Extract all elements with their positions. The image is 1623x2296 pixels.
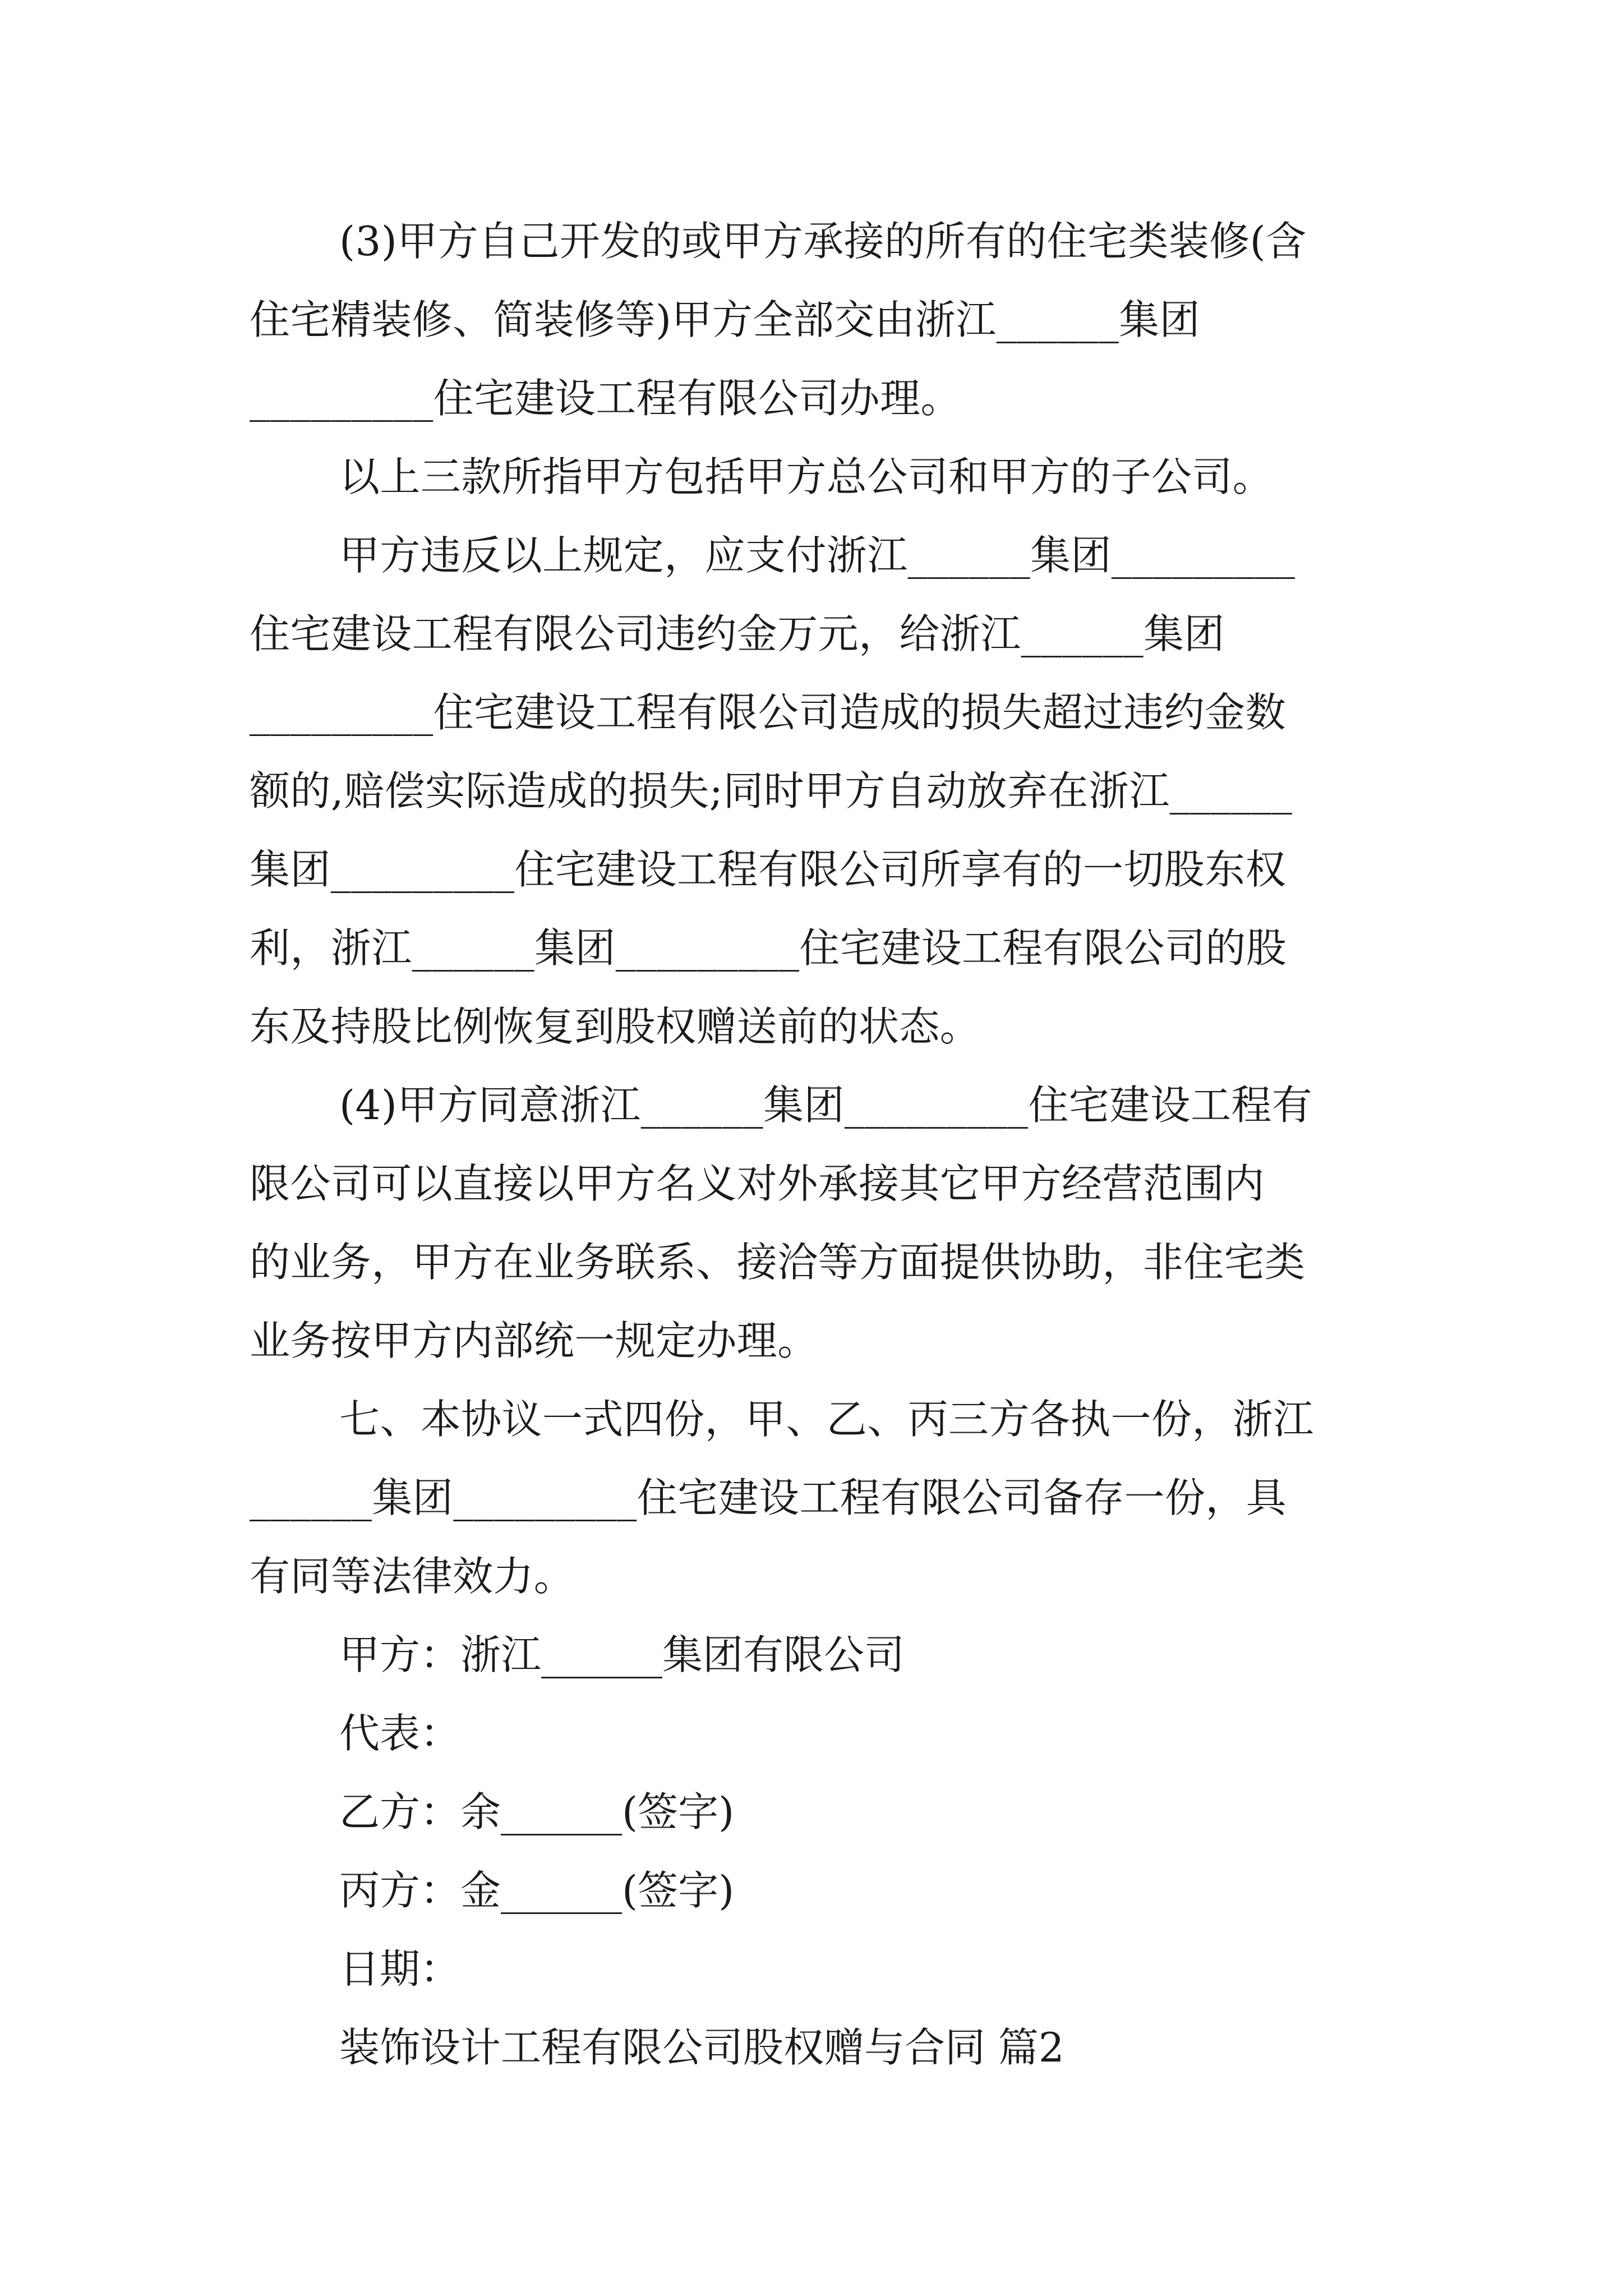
paragraph-line: 住宅精装修、简装修等)甲方全部交由浙江______集团 <box>250 296 1200 343</box>
paragraph-line: 额的,赔偿实际造成的损失;同时甲方自动放弃在浙江______ <box>250 767 1293 815</box>
paragraph-line: (3)甲方自己开发的或甲方承接的所有的住宅类装修(含 <box>339 218 1307 265</box>
paragraph-line: 业务按甲方内部统一规定办理。 <box>250 1317 818 1364</box>
paragraph-line: 以上三款所指甲方包括甲方总公司和甲方的子公司。 <box>339 453 1274 500</box>
signature-date: 日期： <box>339 1945 461 1993</box>
paragraph-line: 的业务，甲方在业务联系、接洽等方面提供协助，非住宅类 <box>250 1239 1306 1286</box>
paragraph-line: 七、本协议一式四份，甲、乙、丙三方各执一份，浙江 <box>339 1396 1314 1443</box>
paragraph-line: 住宅建设工程有限公司违约金万元，给浙江______集团 <box>250 610 1225 657</box>
signature-representative: 代表： <box>339 1710 461 1757</box>
paragraph-line: 甲方违反以上规定，应支付浙江______集团_________ <box>339 532 1295 579</box>
next-section-title: 装饰设计工程有限公司股权赠与合同 篇2 <box>339 2024 1064 2071</box>
paragraph-line: 集团_________住宅建设工程有限公司所享有的一切股东权 <box>250 846 1287 893</box>
signature-party-a: 甲方：浙江______集团有限公司 <box>339 1631 905 1678</box>
paragraph-line: 利，浙江______集团_________住宅建设工程有限公司的股 <box>250 924 1287 972</box>
paragraph-line: 东及持股比例恢复到股权赠送前的状态。 <box>250 1003 981 1050</box>
signature-party-b: 乙方：余______(签字) <box>339 1788 735 1835</box>
signature-party-c: 丙方：金______(签字) <box>339 1867 735 1914</box>
paragraph-line: _________住宅建设工程有限公司办理。 <box>250 375 961 422</box>
paragraph-line: ______集团_________住宅建设工程有限公司备存一份，具 <box>250 1474 1287 1521</box>
paragraph-line: (4)甲方同意浙江______集团_________住宅建设工程有 <box>339 1082 1313 1129</box>
paragraph-line: 有同等法律效力。 <box>250 1553 575 1600</box>
paragraph-line: 限公司可以直接以甲方名义对外承接其它甲方经营范围内 <box>250 1160 1265 1207</box>
document-body <box>250 202 1394 2087</box>
paragraph-line: _________住宅建设工程有限公司造成的损失超过违约金数 <box>250 689 1287 736</box>
